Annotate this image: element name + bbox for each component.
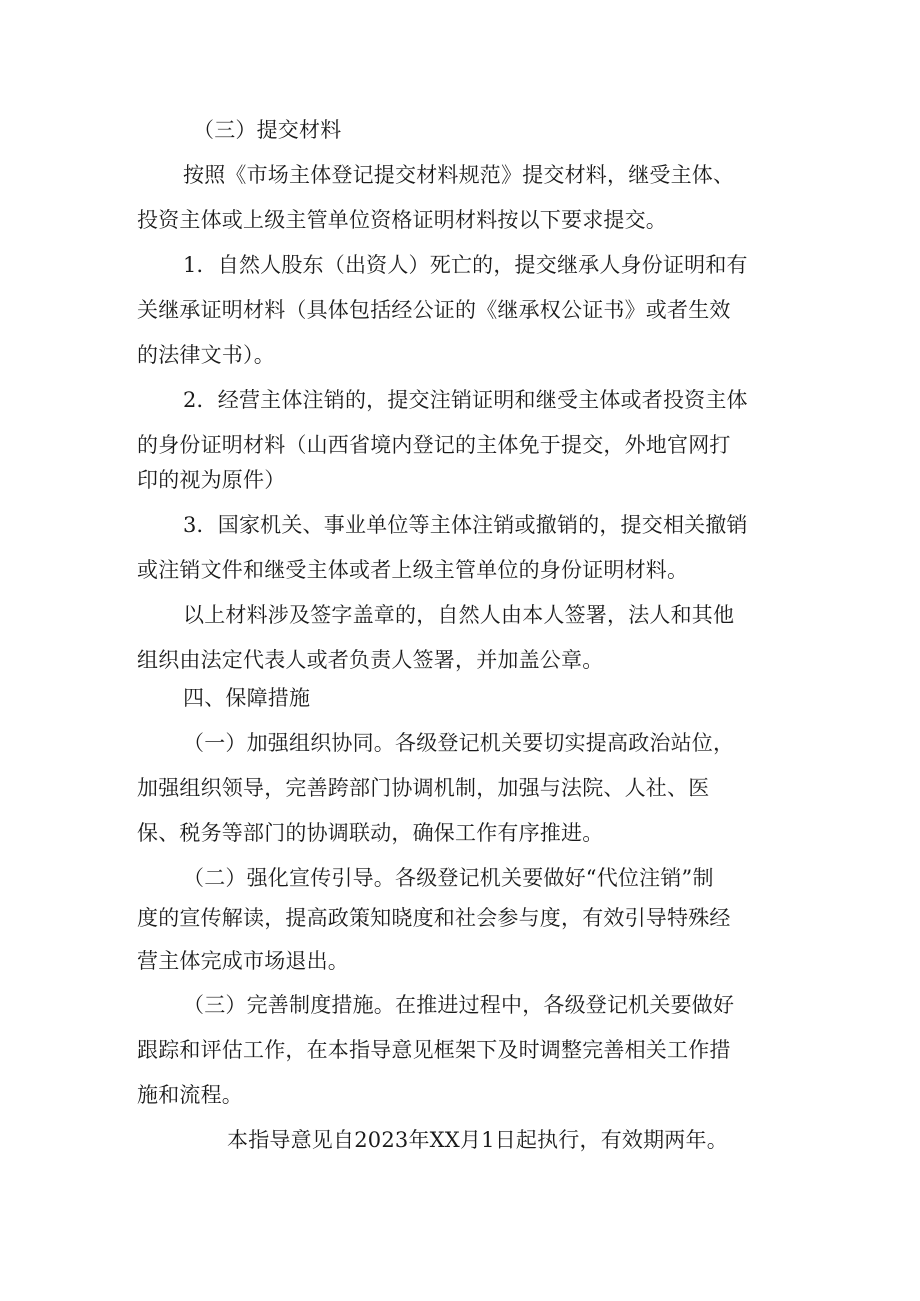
paragraph-line: （二）强化宣传引导。各级登记机关要做好“代位注销”制 bbox=[183, 866, 714, 890]
paragraph-line: 按照《市场主体登记提交材料规范》提交材料，继受主体、 bbox=[183, 163, 735, 187]
paragraph-line: （三）完善制度措施。在推进过程中，各级登记机关要做好 bbox=[183, 993, 735, 1017]
paragraph-line: 保、税务等部门的协调联动，确保工作有序推进。 bbox=[137, 821, 604, 845]
paragraph-line: 施和流程。 bbox=[137, 1083, 243, 1107]
paragraph-line: 关继承证明材料（具体包括经公证的《继承权公证书》或者生效 bbox=[137, 298, 731, 322]
paragraph-line: 2．经营主体注销的，提交注销证明和继受主体或者投资主体 bbox=[183, 388, 748, 412]
paragraph-line: 3．国家机关、事业单位等主体注销或撤销的，提交相关撤销 bbox=[183, 513, 748, 537]
paragraph-line: （一）加强组织协同。各级登记机关要切实提高政治站位， bbox=[183, 731, 735, 755]
paragraph-line: 组织由法定代表人或者负责人签署，并加盖公章。 bbox=[137, 648, 604, 672]
paragraph-line: 营主体完成市场退出。 bbox=[137, 949, 349, 973]
paragraph-line: 或注销文件和继受主体或者上级主管单位的身份证明材料。 bbox=[137, 558, 689, 582]
paragraph-line: 1．自然人股东（出资人）死亡的，提交继承人身份证明和有 bbox=[183, 253, 748, 277]
paragraph-line: 的法律文书）。 bbox=[137, 343, 275, 367]
effective-date-line: 本指导意见自2023年XX月1日起执行，有效期两年。 bbox=[227, 1128, 728, 1152]
paragraph-line: 度的宣传解读，提高政策知晓度和社会参与度，有效引导特殊经 bbox=[137, 906, 731, 930]
paragraph-line: 投资主体或上级主管单位资格证明材料按以下要求提交。 bbox=[137, 208, 667, 232]
section-heading-safeguard-measures: 四、保障措施 bbox=[183, 686, 311, 710]
paragraph-line: 跟踪和评估工作，在本指导意见框架下及时调整完善相关工作措 bbox=[137, 1038, 731, 1062]
section-heading-submit-materials: （三）提交材料 bbox=[193, 118, 342, 142]
paragraph-line: 加强组织领导，完善跨部门协调机制，加强与法院、人社、医 bbox=[137, 776, 710, 800]
paragraph-line: 的身份证明材料（山西省境内登记的主体免于提交，外地官网打 bbox=[137, 433, 731, 457]
paragraph-line: 以上材料涉及签字盖章的，自然人由本人签署，法人和其他 bbox=[183, 603, 735, 627]
paragraph-line: 印的视为原件） bbox=[137, 468, 286, 492]
